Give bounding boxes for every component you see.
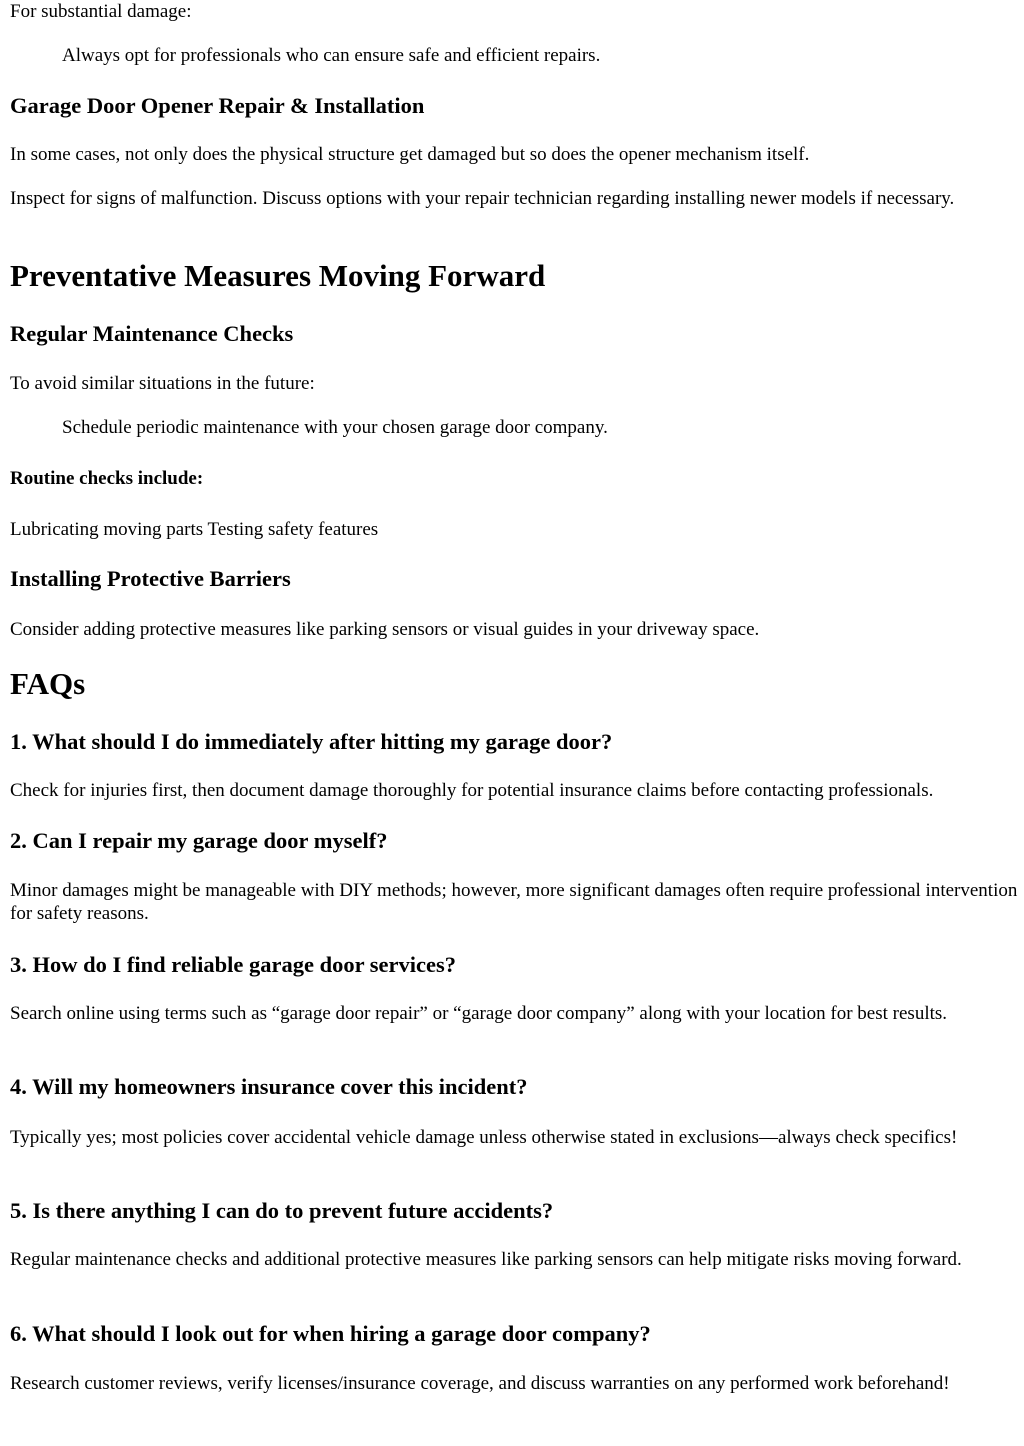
maintenance-heading: Regular Maintenance Checks bbox=[10, 321, 294, 346]
maintenance-item: Schedule periodic maintenance with your chosen garage door company. bbox=[62, 417, 608, 438]
preventative-heading: Preventative Measures Moving Forward bbox=[10, 258, 546, 293]
faq-question: 2. Can I repair my garage door myself? bbox=[10, 828, 388, 853]
substantial-damage-item: Always opt for professionals who can ensure safe and efficient repairs. bbox=[62, 45, 601, 66]
faq-answer: Typically yes; most policies cover accidental vehicle damage unless otherwise stated in exclusions—always check specifics! bbox=[10, 1127, 958, 1148]
faq-answer: Check for injuries first, then document damage thoroughly for potential insurance claims before contacting professionals. bbox=[10, 780, 934, 801]
faq-question: 5. Is there anything I can do to prevent future accidents? bbox=[10, 1198, 554, 1223]
faq-question: 6. What should I look out for when hiring a garage door company? bbox=[10, 1321, 651, 1346]
faq-question: 1. What should I do immediately after hitting my garage door? bbox=[10, 729, 613, 754]
routine-checks-heading: Routine checks include: bbox=[10, 468, 204, 489]
faq-question: 4. Will my homeowners insurance cover this incident? bbox=[10, 1074, 528, 1099]
opener-paragraph-2: Inspect for signs of malfunction. Discuss options with your repair technician regarding installing newer models if necessary. bbox=[10, 188, 955, 209]
maintenance-intro: To avoid similar situations in the future: bbox=[10, 373, 315, 394]
barriers-text: Consider adding protective measures like parking sensors or visual guides in your driveway space. bbox=[10, 619, 760, 640]
opener-heading: Garage Door Opener Repair & Installation bbox=[10, 93, 425, 118]
substantial-damage-intro: For substantial damage: bbox=[10, 1, 192, 22]
faq-answer: Regular maintenance checks and additional protective measures like parking sensors can help mitigate risks moving forward. bbox=[10, 1249, 962, 1270]
faqs-heading: FAQs bbox=[10, 666, 86, 701]
faq-question: 3. How do I find reliable garage door services? bbox=[10, 952, 457, 977]
faq-answer: Minor damages might be manageable with DIY methods; however, more significant damages often require professional intervention for safety reasons. bbox=[10, 880, 1018, 924]
routine-checks-text: Lubricating moving parts Testing safety features bbox=[10, 519, 379, 540]
opener-paragraph-1: In some cases, not only does the physical structure get damaged but so does the opener mechanism itself. bbox=[10, 144, 810, 165]
faq-answer: Research customer reviews, verify licenses/insurance coverage, and discuss warranties on any performed work beforehand! bbox=[10, 1373, 950, 1394]
barriers-heading: Installing Protective Barriers bbox=[10, 566, 291, 591]
faq-answer: Search online using terms such as “garage door repair” or “garage door company” along with your location for best results. bbox=[10, 1003, 948, 1024]
